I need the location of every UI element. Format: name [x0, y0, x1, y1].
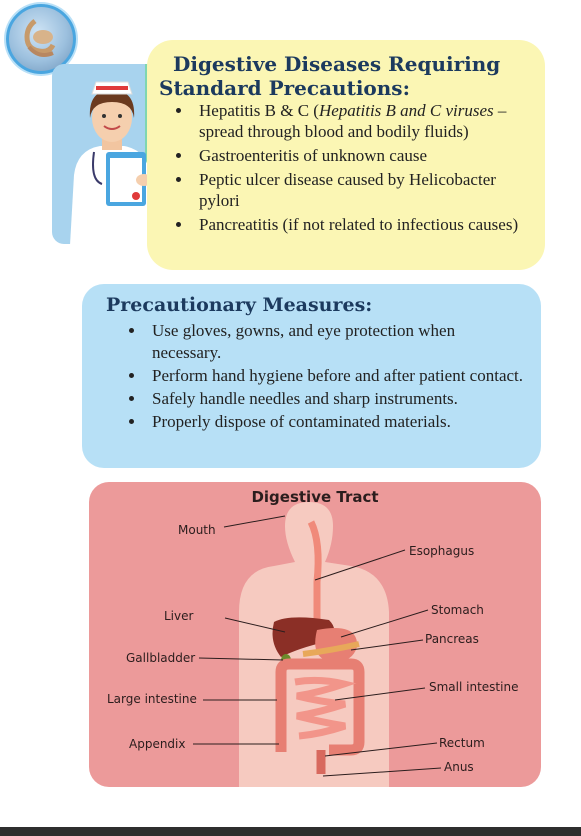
label-liver: Liver: [164, 609, 194, 623]
disease-list: [147, 100, 523, 238]
label-large-intestine: Large intestine: [107, 692, 197, 706]
label-appendix: Appendix: [129, 737, 186, 751]
label-pancreas: Pancreas: [425, 632, 479, 646]
precautionary-measures-title: Precautionary Measures:: [106, 294, 373, 316]
standard-precautions-title: [159, 52, 500, 100]
standard-precautions-panel: [147, 40, 545, 270]
list-item: • Safely handle needles and sharp instruments.: [146, 388, 526, 410]
list-item: • Gastroenteritis of unknown cause: [193, 145, 523, 166]
label-stomach: Stomach: [431, 603, 484, 617]
label-mouth: Mouth: [178, 523, 216, 537]
list-item: • Peptic ulcer disease caused by Helicobacter pylori: [193, 169, 523, 211]
title-line-2: Standard Precautions:: [159, 76, 410, 100]
digestive-tract-diagram: [89, 482, 541, 787]
list-item: • Pancreatitis (if not related to infectious causes): [193, 214, 523, 235]
title-line-1: Digestive Diseases Requiring: [173, 52, 501, 76]
list-item: • Hepatitis B & C (Hepatitis B and C viruses – spread through blood and bodily fluids): [193, 100, 523, 142]
label-gallbladder: Gallbladder: [126, 651, 196, 665]
label-anus: Anus: [444, 760, 474, 774]
list-item: • Perform hand hygiene before and after patient contact.: [146, 365, 526, 387]
label-esophagus: Esophagus: [409, 544, 475, 558]
list-item: • Use gloves, gowns, and eye protection when necessary.: [146, 320, 526, 364]
diagram-title: Digestive Tract: [251, 488, 379, 506]
measures-list: [82, 320, 526, 434]
list-item: • Properly dispose of contaminated materials.: [146, 411, 526, 433]
label-rectum: Rectum: [439, 736, 485, 750]
bottom-bar: [0, 827, 581, 836]
label-small-intestine: Small intestine: [429, 680, 519, 694]
precautionary-measures-panel: [82, 284, 541, 468]
